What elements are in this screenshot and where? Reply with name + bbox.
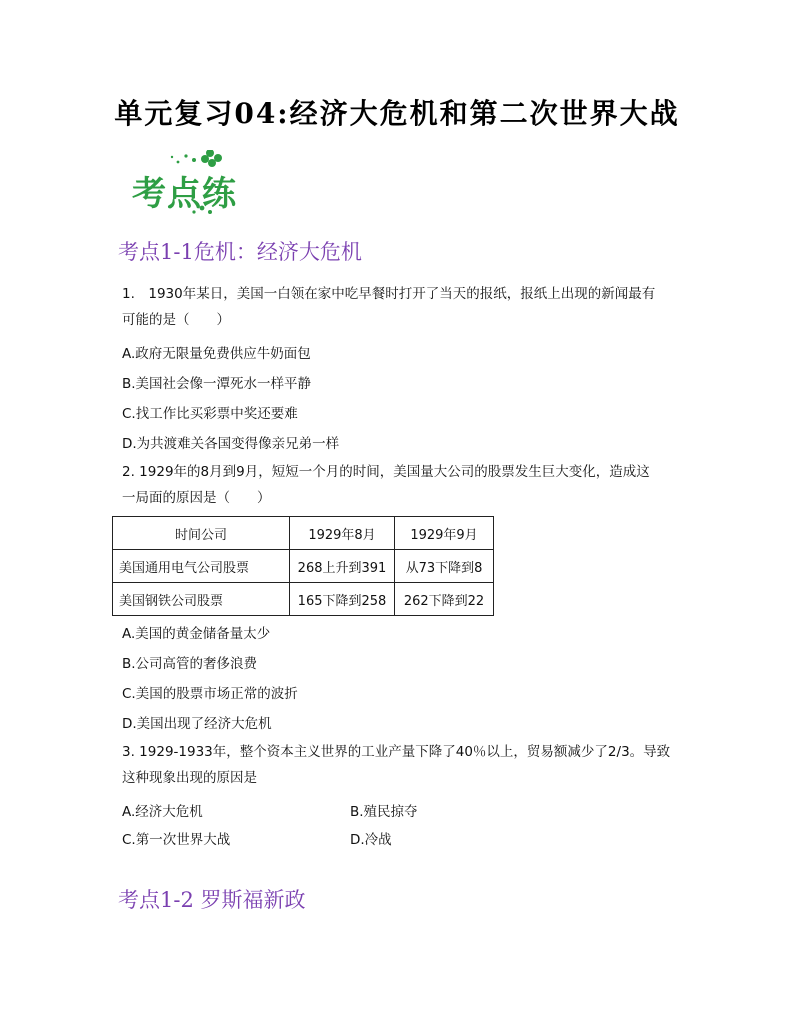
q2-option-d: D.美国出现了经济大危机 (122, 716, 272, 732)
table-cell: 美国钢铁公司股票 (113, 583, 290, 616)
q3-option-b: B.殖民掠夺 (350, 804, 418, 820)
question-1-line-2: 可能的是（ ） (122, 312, 230, 328)
table-cell: 美国通用电气公司股票 (113, 550, 290, 583)
q3-option-a: A.经济大危机 (122, 804, 203, 820)
question-2-line-2: 一局面的原因是（ ） (122, 490, 271, 506)
table-row (113, 583, 494, 616)
question-2-line-1: 2. 1929年的8月到9月，短短一个月的时间，美国量大公司的股票发生巨大变化，造成这 (122, 464, 650, 480)
q2-option-b: B.公司高管的奢侈浪费 (122, 656, 258, 672)
stock-table (112, 516, 494, 616)
table-header-row (113, 517, 494, 550)
table-cell: 262下降到22 (395, 583, 494, 616)
q1-option-c: C.找工作比买彩票中奖还要难 (122, 406, 298, 422)
table-cell: 165下降到258 (290, 583, 395, 616)
question-3-line-2: 这种现象出现的原因是 (122, 770, 257, 786)
q3-option-c: C.第一次世界大战 (122, 832, 231, 848)
section-heading-1: 考点1-1危机：经济大危机 (118, 240, 362, 264)
logo-text: 考点练 (132, 174, 237, 214)
q1-option-d: D.为共渡难关各国变得像亲兄弟一样 (122, 436, 340, 452)
table-row (113, 550, 494, 583)
table-header: 1929年8月 (290, 517, 395, 550)
table-header: 1929年9月 (395, 517, 494, 550)
question-1-line-1: 1. 1930年某日，美国一白领在家中吃早餐时打开了当天的报纸，报纸上出现的新闻最有 (122, 286, 656, 302)
table-header: 时间公司 (113, 517, 290, 550)
table-cell: 从73下降到8 (395, 550, 494, 583)
question-3-line-1: 3. 1929-1933年，整个资本主义世界的工业产量下降了40％以上，贸易额减少了2/3。导致 (122, 744, 671, 760)
q2-option-a: A.美国的黄金储备量太少 (122, 626, 271, 642)
q2-option-c: C.美国的股票市场正常的波折 (122, 686, 298, 702)
section-heading-2: 考点1-2 罗斯福新政 (118, 888, 306, 912)
document-title: 单元复习04:经济大危机和第二次世界大战 (114, 97, 680, 130)
q1-option-b: B.美国社会像一潭死水一样平静 (122, 376, 312, 392)
kaodianlian-logo (128, 150, 258, 220)
q1-option-a: A.政府无限量免费供应牛奶面包 (122, 346, 311, 362)
q3-option-d: D.冷战 (350, 832, 392, 848)
table-cell: 268上升到391 (290, 550, 395, 583)
